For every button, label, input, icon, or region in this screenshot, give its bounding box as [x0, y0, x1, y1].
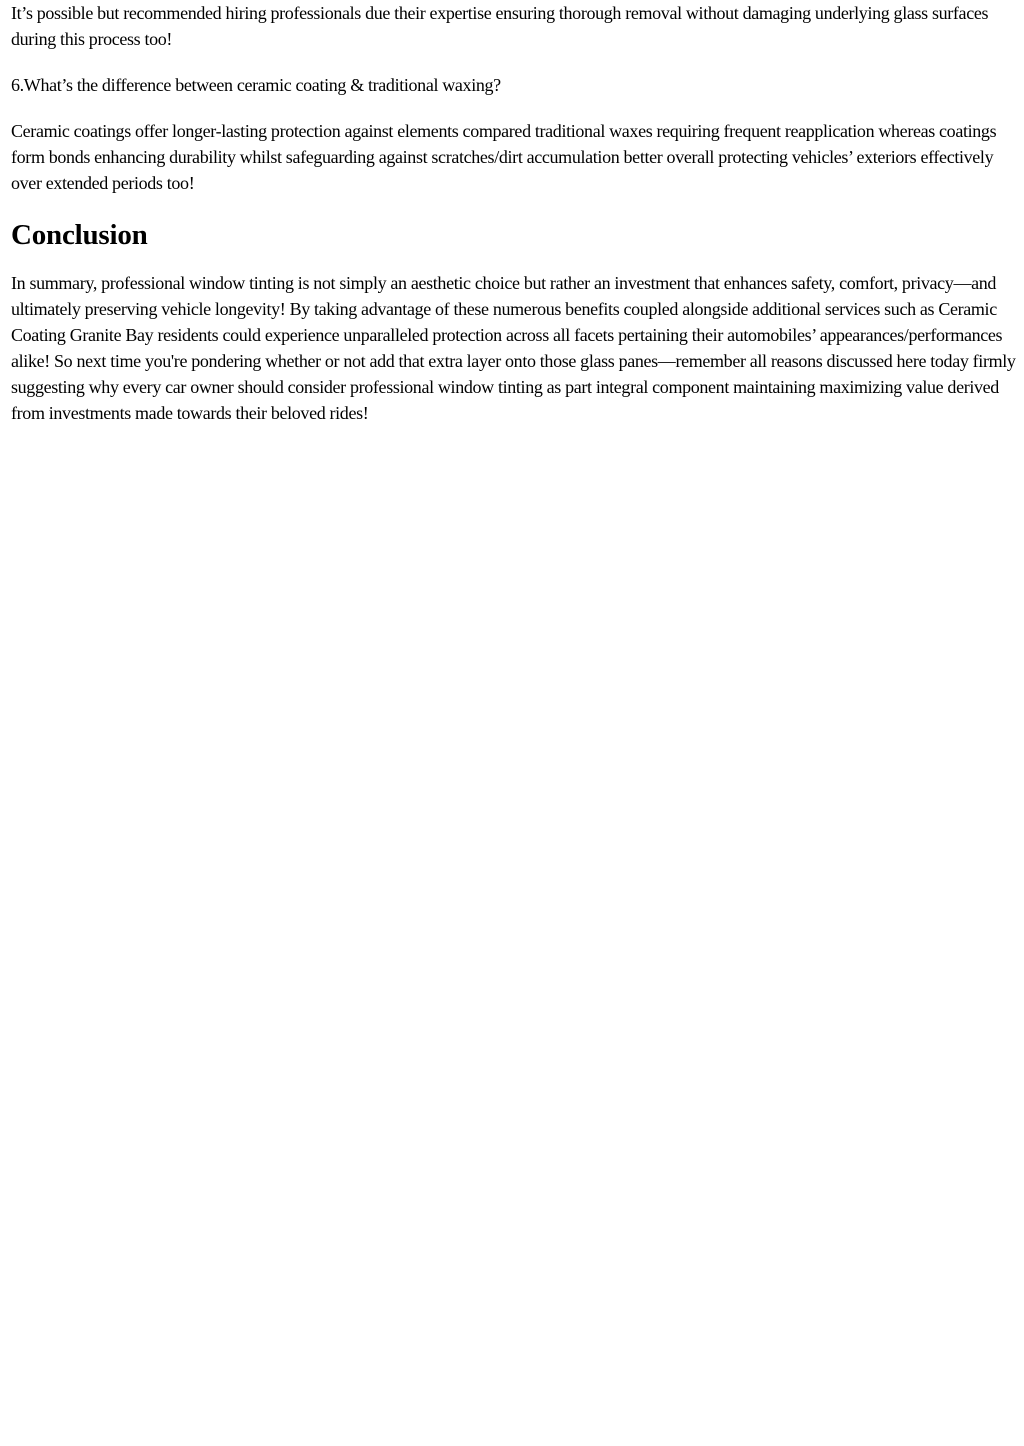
faq-question-6: 6.What’s the difference between ceramic coating & traditional waxing? — [11, 75, 501, 95]
conclusion-paragraph: In summary, professional window tinting is not simply an aesthetic choice but rather an investment that enhances safety, comfort, privacy—and ultimately preserving vehicle longevity! By taking advantage of these numerous benefits coupled alongside additional services such as Ceramic Coating Granite Bay residents could experience unparalleled protection across all facets pertaining their automobiles’ appearances/performances alike! So next time you're pondering whether or not add that extra layer onto those glass panes—remember all reasons discussed here today firmly suggesting why every car owner should consider professional window tinting as part integral component maintaining maximizing value derived from investments made towards their beloved rides! — [11, 273, 1016, 423]
paragraph-removal: It’s possible but recommended hiring professionals due their expertise ensuring thorough removal without damaging underlying glass surfaces during this process too! — [11, 3, 989, 49]
conclusion-heading: Conclusion — [11, 219, 148, 251]
faq-answer-6: Ceramic coatings offer longer-lasting protection against elements compared traditional waxes requiring frequent reapplication whereas coatings form bonds enhancing durability whilst safeguarding against scratches/dirt accumulation better overall protecting vehicles’ exteriors effectively over extended periods too! — [11, 121, 997, 193]
document-page — [0, 0, 1024, 426]
